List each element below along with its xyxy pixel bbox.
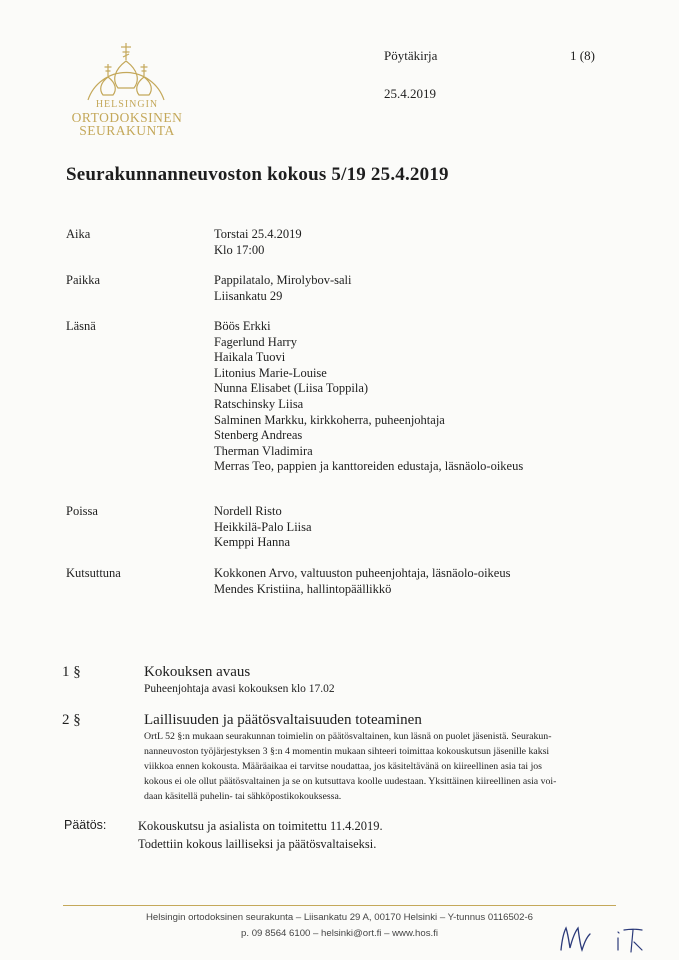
decision-line: Todettiin kokous lailliseksi ja päätösvaltaiseksi. — [138, 837, 377, 851]
attendee: Salminen Markku, kirkkoherra, puheenjohtaja — [214, 412, 445, 427]
paikka-line: Pappilatalo, Mirolybov-sali — [214, 273, 352, 287]
decision-text — [138, 817, 383, 853]
document-type: Pöytäkirja — [384, 48, 438, 63]
page-number: 1 (8) — [570, 48, 595, 63]
value-poissa — [214, 504, 312, 551]
footer-address: Helsingin ortodoksinen seurakunta – Liisankatu 29 A, 00170 Helsinki – Y-tunnus 0116502-6 — [145, 912, 534, 923]
section-2-body-line: daan käsitellä puhelin- tai sähköpostikokouksessa. — [144, 791, 342, 802]
aika-line: Torstai 25.4.2019 — [214, 227, 302, 241]
logo-wordmark — [66, 98, 188, 137]
attendee: Nunna Elisabet (Liisa Toppila) — [214, 381, 369, 396]
attendee: Haikala Tuovi — [214, 350, 286, 365]
attendee: Litonius Marie-Louise — [214, 365, 327, 380]
section-2-title: Laillisuuden ja päätösvaltaisuuden toteaminen — [144, 712, 422, 728]
handwritten-initials-1 — [556, 920, 596, 956]
header-date: 25.4.2019 — [384, 86, 436, 101]
section-1-title: Kokouksen avaus — [144, 664, 251, 680]
invitee: Mendes Kristiina, hallintopäällikkö — [214, 581, 392, 596]
value-kutsuttuna — [214, 566, 510, 597]
section-1-number: 1 § — [62, 664, 81, 680]
label-lasna: Läsnä — [66, 319, 96, 333]
section-2-body-line: kokous ei ole ollut päätösvaltainen ja se on kutsuttava koolle uudestaan. Yksittäinen kiireellinen asia voi- — [144, 776, 557, 787]
attendee: Fagerlund Harry — [214, 334, 297, 349]
label-aika: Aika — [66, 227, 91, 241]
decision-label: Päätös: — [64, 818, 107, 832]
label-paikka: Paikka — [66, 273, 101, 287]
section-2-body-line: OrtL 52 §:n mukaan seurakunnan toimielin on päätösvaltainen, kun läsnä on puolet jäsenistä. Seurakun- — [144, 731, 552, 742]
label-poissa: Poissa — [66, 504, 98, 518]
value-lasna — [214, 319, 523, 475]
logo-line-1: HELSINGIN — [95, 99, 159, 110]
section-2-body-line: viikkoa ennen kokousta. Määräaikaa ei tarvitse noudattaa, jos käsiteltävänä on kiireellinen asia tai jos — [144, 761, 542, 772]
paikka-line: Liisankatu 29 — [214, 288, 283, 303]
logo-line-2: ORTODOKSINEN — [71, 110, 183, 125]
value-aika — [214, 227, 302, 258]
absentee: Kemppi Hanna — [214, 535, 291, 550]
attendee: Böös Erkki — [214, 319, 271, 333]
invitee: Kokkonen Arvo, valtuuston puheenjohtaja, läsnäolo-oikeus — [214, 566, 511, 580]
section-2-body-line: nanneuvoston työjärjestyksen 3 §:n 4 momentin mukaan sihteeri toimittaa kokouskutsun jäsenille kaksi — [144, 746, 550, 757]
section-2-body — [144, 729, 626, 804]
footer-contact: p. 09 8564 6100 – helsinki@ort.fi – www.hos.fi — [241, 928, 438, 939]
page-title: Seurakunnanneuvoston kokous 5/19 25.4.2019 — [66, 164, 449, 185]
handwritten-initials-2 — [612, 920, 646, 956]
attendee: Therman Vladimira — [214, 443, 313, 458]
section-2-number: 2 § — [62, 712, 81, 728]
decision-line: Kokouskutsu ja asialista on toimitettu 11.4.2019. — [138, 819, 383, 833]
attendee: Stenberg Andreas — [214, 428, 303, 443]
absentee: Nordell Risto — [214, 504, 282, 518]
aika-line: Klo 17:00 — [214, 242, 265, 257]
label-kutsuttuna: Kutsuttuna — [66, 566, 121, 580]
attendee: Ratschinsky Liisa — [214, 396, 304, 411]
logo-line-3: SEURAKUNTA — [79, 123, 175, 138]
attendee: Merras Teo, pappien ja kanttoreiden edustaja, läsnäolo-oikeus — [214, 459, 524, 474]
absentee: Heikkilä-Palo Liisa — [214, 519, 312, 534]
section-1-body: Puheenjohtaja avasi kokouksen klo 17.02 — [144, 683, 335, 695]
footer-divider — [63, 905, 616, 906]
value-paikka — [214, 273, 351, 304]
